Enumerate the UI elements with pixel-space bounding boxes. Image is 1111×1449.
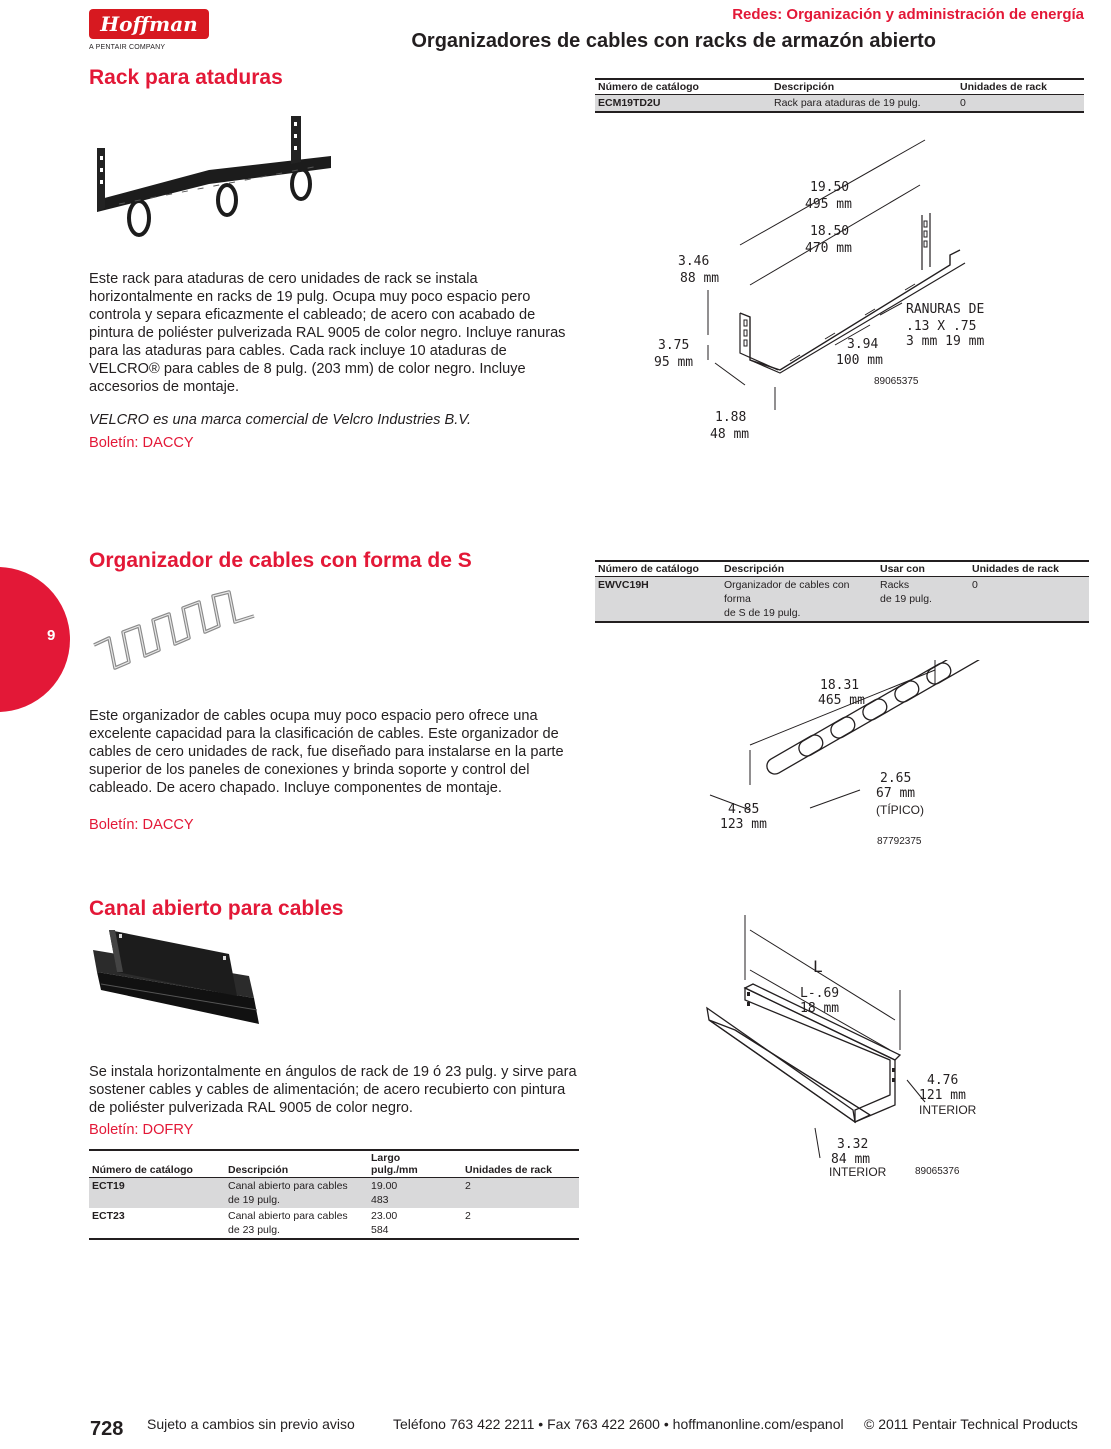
footer-notice: Sujeto a cambios sin previo aviso: [147, 1416, 355, 1432]
drawing-ref-number: 89065376: [915, 1166, 960, 1177]
dim-spacing-mm: 67 mm: [876, 786, 916, 801]
col-header-use-with: Usar con: [877, 561, 969, 577]
drawing-ref-number: 87792375: [877, 836, 922, 847]
open-channel-description: Se instala horizontalmente en ángulos de rack de 19 ó 23 pulg. y sirve para sostener cables y cables de alimentación; de acero recubierto con pintura de poliéster pulverizada RAL 9005 de color negro.: [89, 1064, 577, 1116]
logo-tagline: A PENTAIR COMPANY: [89, 44, 166, 51]
tie-rack-spec-table: [595, 78, 1084, 113]
col-header-description: Descripción: [721, 561, 877, 577]
cell-description-line2: de 23 pulg.: [228, 1224, 280, 1236]
cell-length-in: 23.00: [371, 1210, 398, 1222]
cell-use-line1: Racks: [880, 579, 910, 591]
section-heading-s-organizer: Organizador de cables con forma de S: [89, 549, 472, 572]
s-organizer-dimension-drawing: [690, 660, 990, 860]
cell-catalog: ECT19: [89, 1178, 225, 1209]
dim-slots-in: .13 X .75: [906, 319, 977, 334]
open-channel-dimension-drawing: [695, 910, 995, 1180]
cell-description: Rack para ataduras de 19 pulg.: [771, 95, 957, 113]
drawing-ref-number: 89065375: [874, 376, 919, 387]
chapter-number: 9: [47, 627, 56, 644]
tie-rack-photo: [89, 112, 339, 244]
footer-copyright: © 2011 Pentair Technical Products: [864, 1416, 1078, 1432]
category-heading: Redes: Organización y administración de energía: [732, 6, 1084, 23]
dim-width-interior: INTERIOR: [829, 1165, 887, 1179]
col-header-description: Descripción: [771, 79, 957, 95]
dim-spacing-in: 2.65: [880, 771, 912, 786]
dim-inner-in: 18.50: [810, 224, 850, 239]
dim-depth-mm: 123 mm: [720, 817, 767, 832]
chapter-tab: [0, 567, 70, 712]
s-organizer-photo: [89, 590, 269, 690]
section-heading-open-channel: Canal abierto para cables: [89, 897, 344, 920]
cell-catalog: ECM19TD2U: [595, 95, 771, 113]
dim-depth-mm: 95 mm: [654, 355, 694, 370]
col-header-description: Descripción: [225, 1150, 368, 1178]
cell-description-line1: Canal abierto para cables: [228, 1210, 348, 1222]
tie-rack-dimension-drawing: [640, 125, 1090, 445]
dim-length-mm: 465 mm: [818, 693, 865, 708]
s-organizer-description: Este organizador de cables ocupa muy poco espacio pero ofrece una excelente capacidad para la clasificación de cables. Este organizador de cables de cero unidades de rack, fue diseñado para instalarse en la parte superior de los paneles de conexiones y brinda soporte y control del cableado. De acero chapado. Incluye componentes de montaje.: [89, 708, 564, 796]
col-header-catalog: Número de catálogo: [595, 79, 771, 95]
cell-description: [225, 1208, 368, 1239]
col-header-catalog: Número de catálogo: [89, 1150, 225, 1178]
dim-overall-in: 19.50: [810, 180, 850, 195]
cell-length: [368, 1208, 462, 1239]
dim-height-interior: INTERIOR: [919, 1103, 977, 1117]
cell-description: [721, 577, 877, 623]
cell-catalog: EWVC19H: [595, 577, 721, 623]
dim-slots-mm: 3 mm 19 mm: [906, 334, 985, 349]
table-row: [595, 577, 1089, 623]
cell-use-with: [877, 577, 969, 623]
table-row: [89, 1178, 579, 1209]
hoffman-logo: Hoffman: [89, 9, 209, 39]
open-channel-bulletin: Boletín: DOFRY: [89, 1122, 194, 1138]
dim-depth-in: 4.85: [728, 802, 760, 817]
dim-length-in: 18.31: [820, 678, 860, 693]
dim-spacing-typical: (TÍPICO): [876, 803, 924, 817]
dim-length-L: L: [813, 957, 823, 976]
open-channel-spec-table: [89, 1149, 579, 1240]
velcro-trademark-note: VELCRO es una marca comercial de Velcro Industries B.V.: [89, 412, 472, 428]
dim-height-mm: 121 mm: [919, 1088, 966, 1103]
cell-rack-units: 2: [462, 1178, 579, 1209]
cell-description: [225, 1178, 368, 1209]
cell-description-line2: de S de 19 pulg.: [724, 607, 801, 619]
dim-depth-in: 3.75: [658, 338, 690, 353]
dim-flange-in: 3.94: [847, 337, 879, 352]
col-header-length-units: pulg./mm: [371, 1164, 418, 1176]
dim-overall-mm: 495 mm: [805, 197, 852, 212]
cell-use-line2: de 19 pulg.: [880, 593, 932, 605]
s-organizer-bulletin: Boletín: DACCY: [89, 817, 194, 833]
section-heading-tie-rack: Rack para ataduras: [89, 66, 283, 89]
tie-rack-description: Este rack para ataduras de cero unidades de rack se instala horizontalmente en racks de 19 pulg. Ocupa muy poco espacio pero controla y separa eficazmente el cableado; de acero con acabado de pintura de poliéster pulverizada RAL 9005 de color negro. Incluye ranuras para las ataduras para cables. Cada rack incluye 10 ataduras de VELCRO® para cables de 8 pulg. (203 mm) de color negro. Incluye accesorios de montaje.: [89, 271, 566, 395]
dim-lip-in: 1.88: [715, 410, 747, 425]
cell-description-line1: Canal abierto para cables: [228, 1180, 348, 1192]
page-number: 728: [90, 1418, 124, 1440]
col-header-rack-units: Unidades de rack: [462, 1150, 579, 1178]
cell-description-line1: Organizador de cables con forma: [724, 579, 850, 605]
col-header-length: [368, 1150, 462, 1178]
footer-contact: Teléfono 763 422 2211 • Fax 763 422 2600 • hoffmanonline.com/espanol: [393, 1416, 844, 1432]
dim-height-in: 4.76: [927, 1073, 959, 1088]
col-header-length-top: Largo: [371, 1152, 401, 1164]
dim-inner-mm: 18 mm: [800, 1001, 840, 1016]
cell-length-mm: 483: [371, 1194, 389, 1206]
col-header-rack-units: Unidades de rack: [969, 561, 1089, 577]
dim-slots-label: RANURAS DE: [906, 302, 985, 317]
page-title: Organizadores de cables con racks de armazón abierto: [411, 30, 936, 52]
table-row: [595, 95, 1084, 113]
col-header-catalog: Número de catálogo: [595, 561, 721, 577]
table-row: [89, 1208, 579, 1239]
dim-height-mm: 88 mm: [680, 271, 720, 286]
dim-inner-length: L-.69: [800, 986, 840, 1001]
cell-description-line2: de 19 pulg.: [228, 1194, 280, 1206]
cell-length: [368, 1178, 462, 1209]
dim-width-in: 3.32: [837, 1137, 869, 1152]
cell-rack-units: 0: [957, 95, 1084, 113]
cell-rack-units: 2: [465, 1210, 471, 1222]
open-channel-photo: [89, 928, 264, 1033]
dim-lip-mm: 48 mm: [710, 427, 750, 442]
dim-inner-mm: 470 mm: [805, 241, 852, 256]
cell-rack-units: 0: [969, 577, 1089, 623]
dim-width-mm: 84 mm: [831, 1152, 871, 1167]
s-organizer-spec-table: [595, 560, 1089, 623]
cell-catalog: ECT23: [92, 1210, 125, 1222]
col-header-rack-units: Unidades de rack: [957, 79, 1084, 95]
cell-length-mm: 584: [371, 1224, 389, 1236]
tie-rack-bulletin: Boletín: DACCY: [89, 435, 194, 451]
dim-flange-mm: 100 mm: [836, 353, 883, 368]
dim-height-in: 3.46: [678, 254, 710, 269]
cell-length-in: 19.00: [371, 1180, 398, 1192]
